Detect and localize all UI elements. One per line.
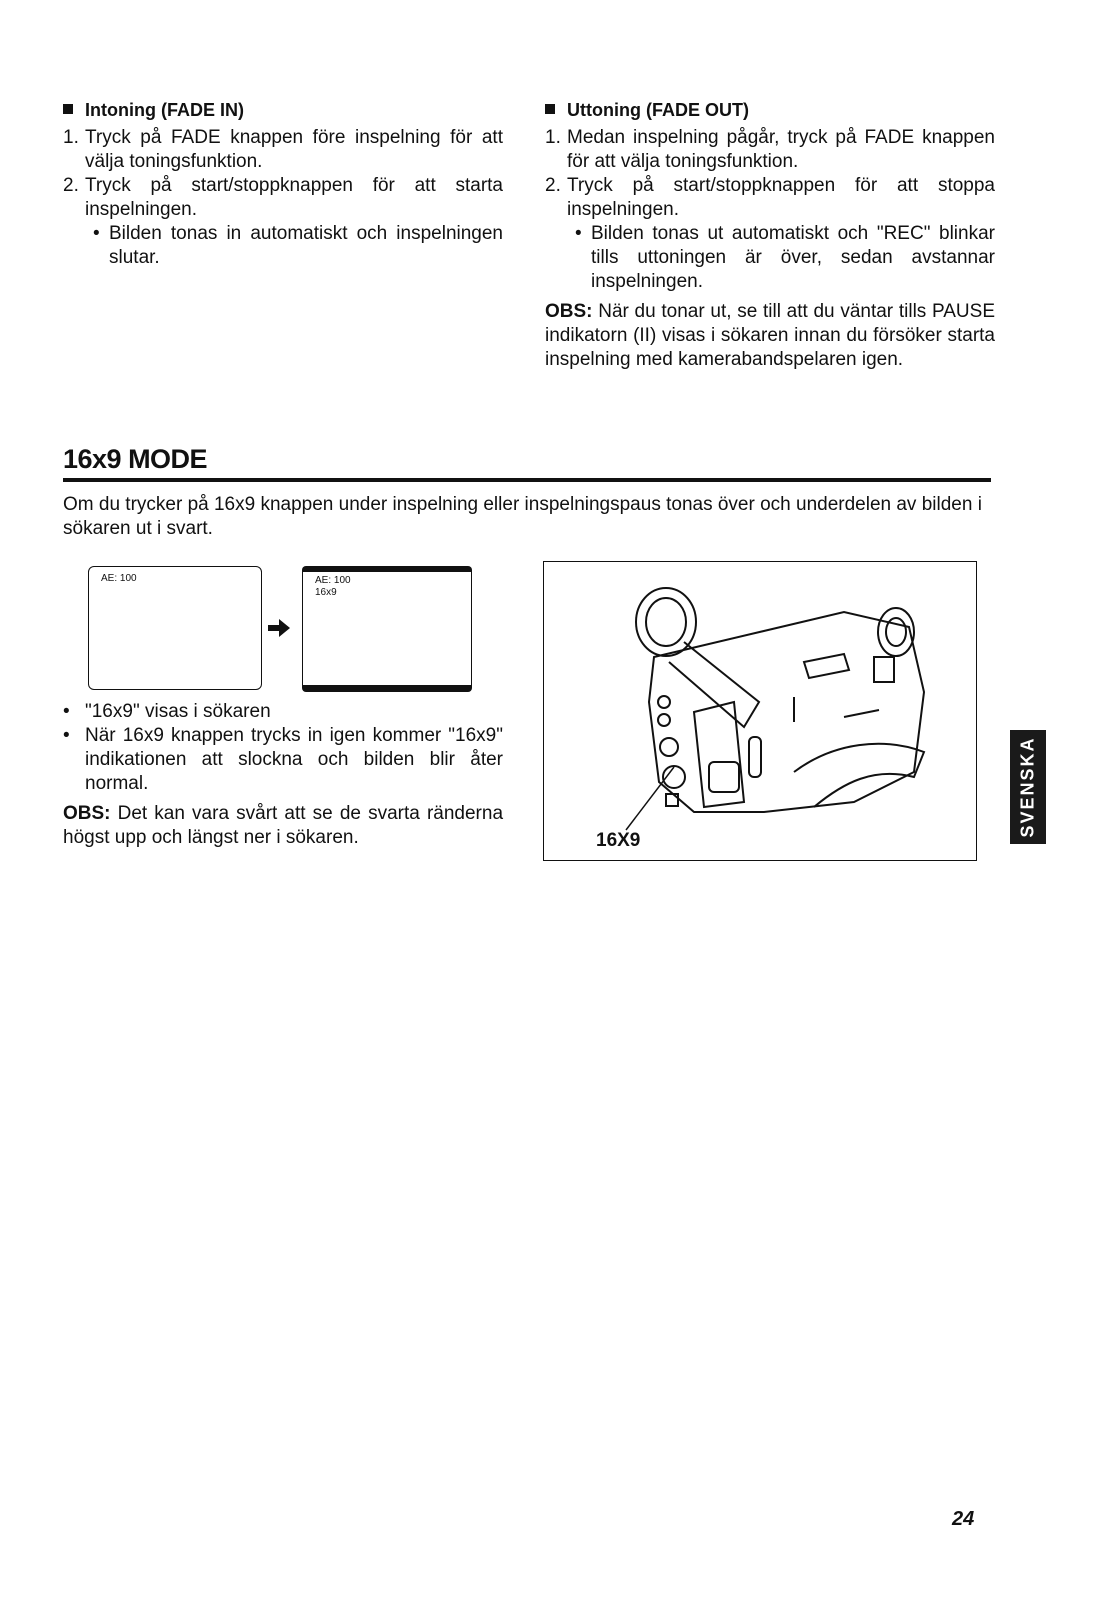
fade-out-heading: Uttoning (FADE OUT) (545, 98, 995, 122)
fade-out-bullet: • Bilden tonas ut automatiskt och "REC" blinkar tills uttoningen är över, sedan avstannar inspelningen. (575, 223, 995, 292)
camcorder-figure (543, 561, 977, 861)
mode-bullet-2: • När 16x9 knappen trycks in igen kommer "16x9" indikationen att slockna och bilden blir åter normal. (63, 725, 503, 794)
section-title: 16x9 MODE (63, 444, 208, 474)
language-tab: SVENSKA (1010, 730, 1046, 844)
viewfinder-16x9-readout: AE: 100 16x9 (315, 575, 351, 598)
fade-in-section (63, 98, 503, 270)
section-divider (63, 478, 991, 482)
bullet-dot-icon: • (575, 223, 582, 244)
viewfinder-ae-readout: AE: 100 (101, 573, 137, 584)
bullet-dot-icon: • (93, 223, 100, 244)
square-bullet-icon (63, 104, 73, 114)
camcorder-illustration (544, 562, 976, 860)
fade-out-step-1: 1. Medan inspelning pågår, tryck på FADE knappen för att välja toningsfunktion. (545, 127, 995, 172)
fade-out-note: OBS: När du tonar ut, se till att du väntar tills PAUSE indikatorn (II) visas i sökaren innan du försöker starta inspelning med kamerabandspelaren igen. (545, 301, 995, 370)
mode-note: OBS: Det kan vara svårt att se de svarta ränderna högst upp och längst ner i sökaren. (63, 803, 504, 848)
viewfinder-normal (88, 566, 262, 690)
letterbox-top-band (302, 566, 472, 572)
fade-in-step-2: 2. Tryck på start/stoppknappen för att starta inspelningen. (63, 175, 503, 220)
fade-out-step-2: 2. Tryck på start/stoppknappen för att stoppa inspelningen. (545, 175, 995, 220)
fade-out-section (545, 98, 995, 372)
page-number: 24 (952, 1508, 975, 1530)
section-intro: Om du trycker på 16x9 knappen under inspelning eller inspelningspaus tonas över och underdelen av bilden i sökaren ut i svart. (63, 494, 982, 539)
mode-notes (63, 700, 503, 850)
button-callout-label: 16X9 (596, 830, 641, 851)
viewfinder-16x9 (302, 566, 472, 692)
square-bullet-icon (545, 104, 555, 114)
fade-in-step-1: 1. Tryck på FADE knappen före inspelning för att välja toningsfunktion. (63, 127, 503, 172)
bullet-dot-icon: • (63, 701, 70, 722)
fade-in-bullet: • Bilden tonas in automatiskt och inspelningen slutar. (93, 223, 503, 268)
arrow-right-icon (266, 616, 292, 640)
fade-in-heading: Intoning (FADE IN) (63, 98, 503, 122)
mode-bullet-1: • "16x9" visas i sökaren (63, 701, 271, 722)
letterbox-bottom-band (302, 685, 472, 692)
bullet-dot-icon: • (63, 725, 70, 746)
